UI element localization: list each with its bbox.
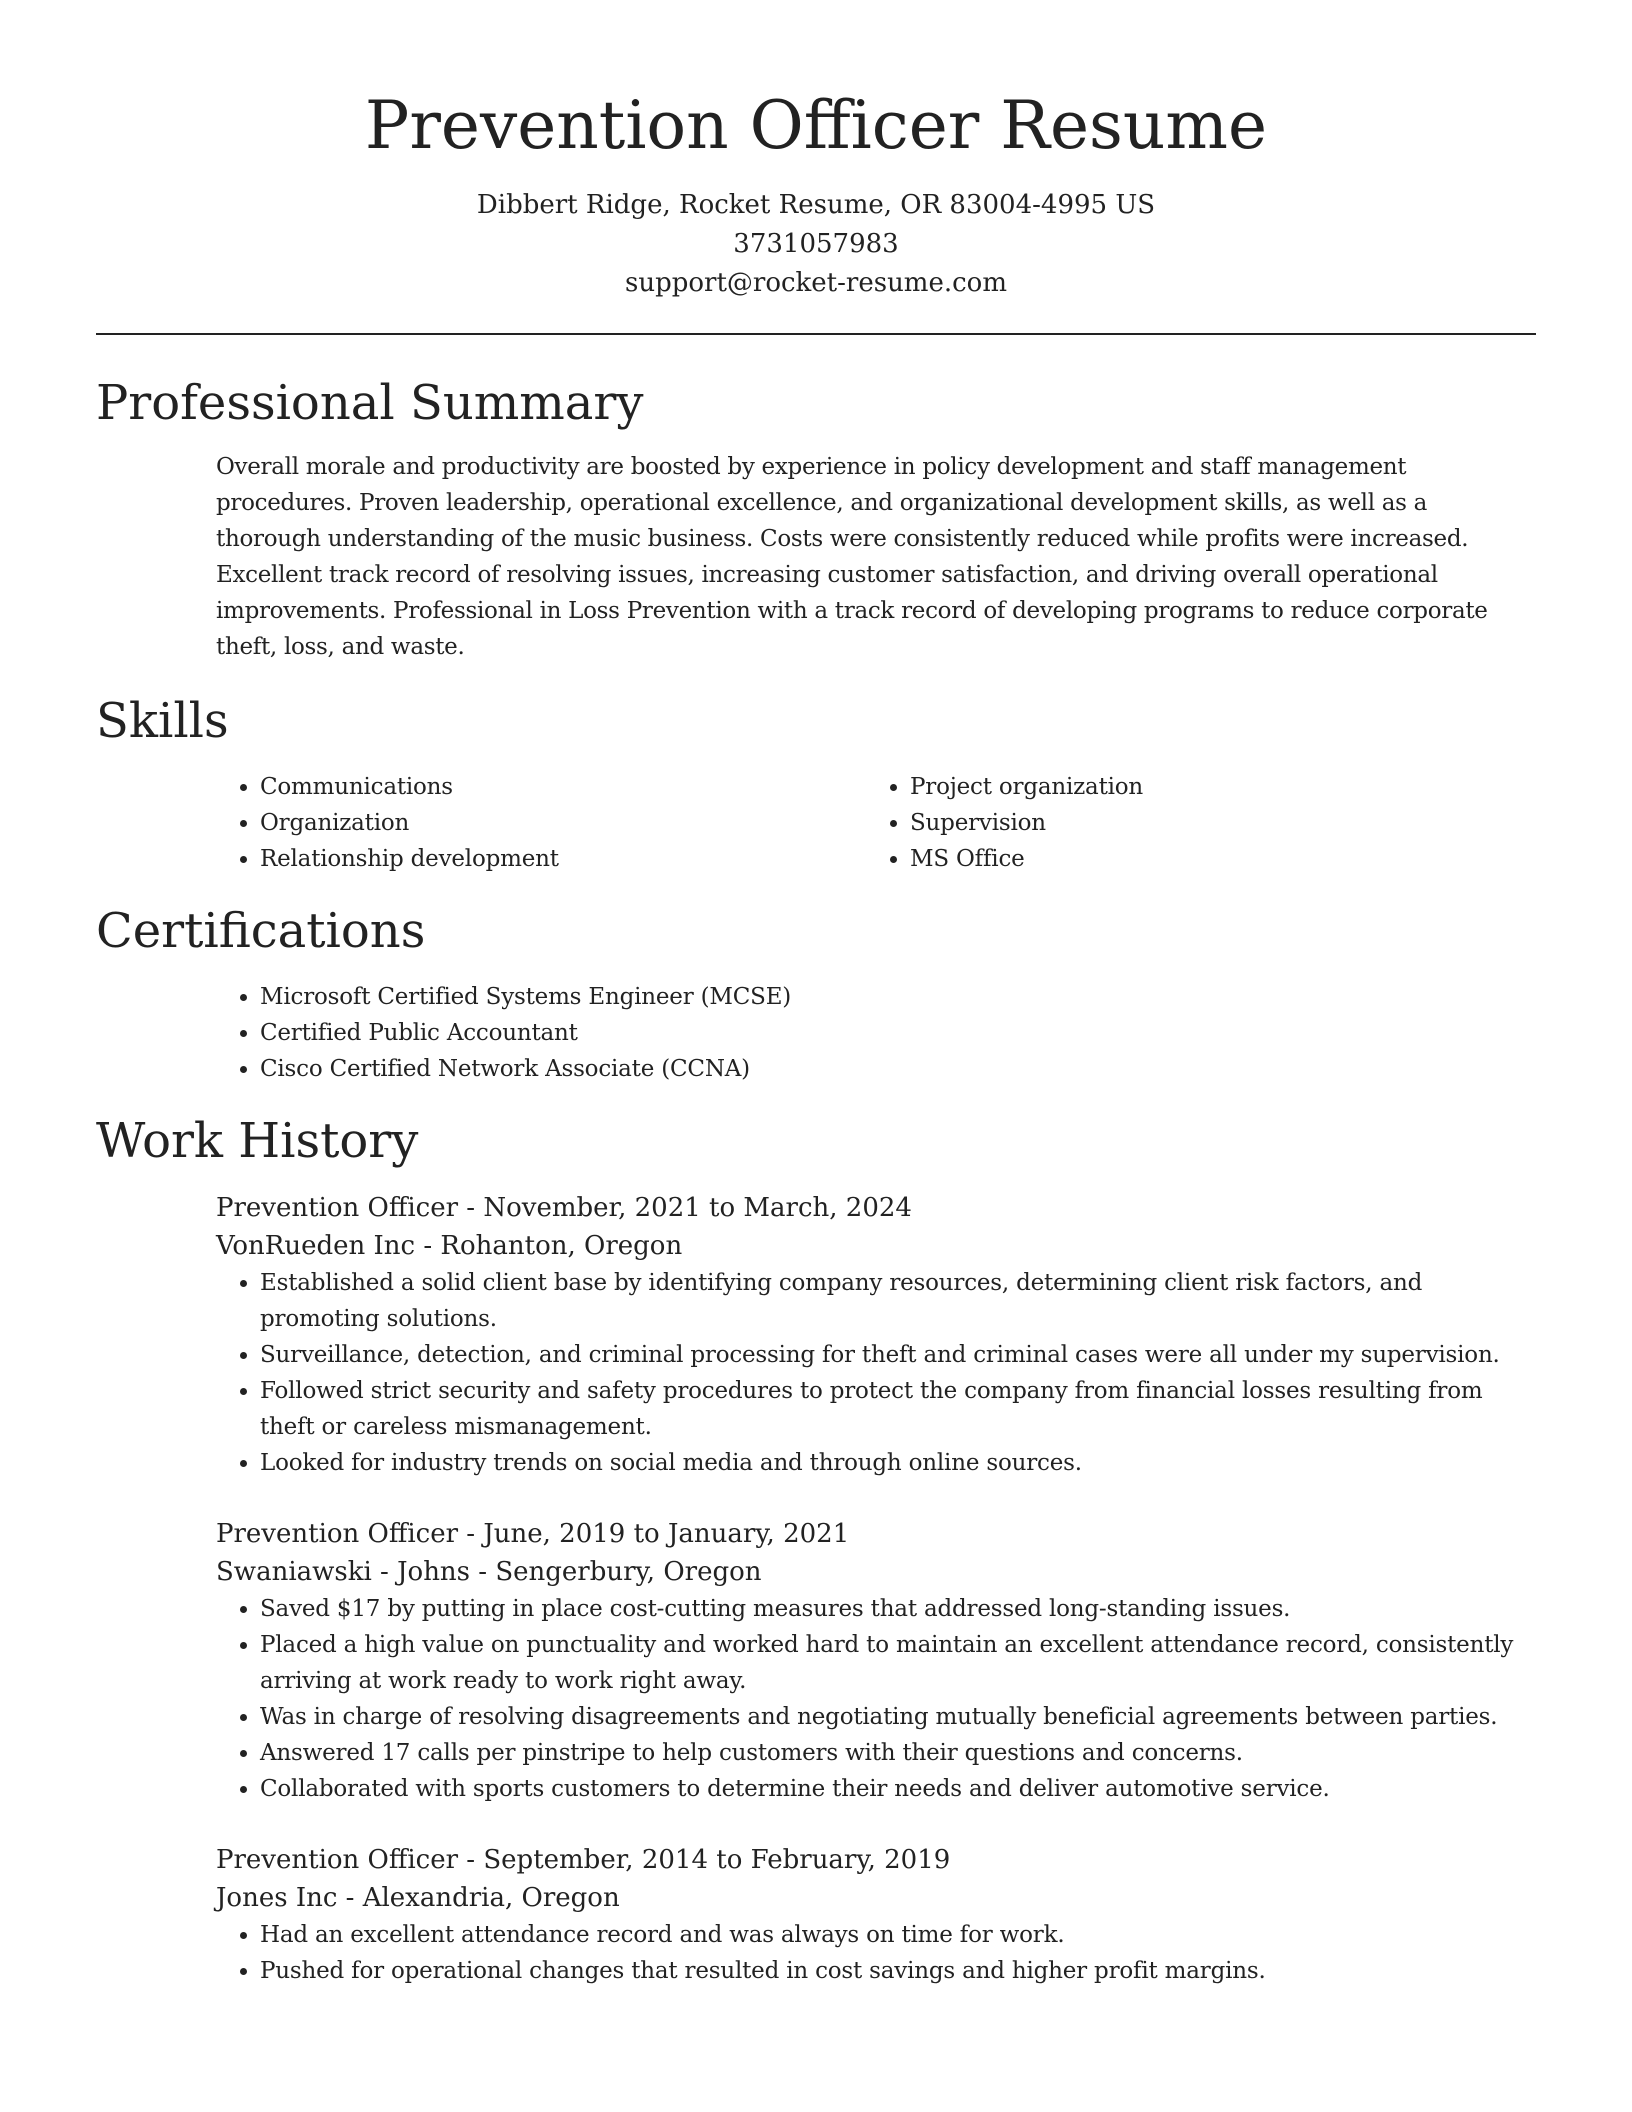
job-bullet: • Collaborated with sports customers to determine their needs and deliver automotive service.	[260, 1771, 1536, 1807]
work-history-heading: Work History	[96, 1113, 419, 1169]
job-bullet: • Had an excellent attendance record and was always on time for work.	[260, 1917, 1536, 1953]
skill-item: • Project organization	[910, 769, 1516, 805]
job-bullet: • Placed a high value on punctuality and worked hard to maintain an excellent attendance record, consistently arriving at work ready to work right away.	[260, 1627, 1536, 1699]
job-company-line: Jones Inc - Alexandria, Oregon	[216, 1883, 620, 1913]
job-bullet: • Followed strict security and safety procedures to protect the company from financial losses resulting from theft or careless mismanagement.	[260, 1373, 1536, 1445]
resume-title: Prevention Officer Resume	[364, 87, 1268, 164]
job-title-line: Prevention Officer - November, 2021 to March, 2024	[216, 1193, 912, 1223]
job-bullet: • Saved $17 by putting in place cost-cutting measures that addressed long-standing issues.	[260, 1591, 1536, 1627]
job-title-line: Prevention Officer - September, 2014 to February, 2019	[216, 1845, 951, 1875]
certification-item: • Microsoft Certified Systems Engineer (MCSE)	[260, 979, 1536, 1015]
contact-email: support@rocket-resume.com	[624, 268, 1007, 298]
job-bullet: • Surveillance, detection, and criminal processing for theft and criminal cases were all under my supervision.	[260, 1337, 1536, 1373]
job-bullet: • Was in charge of resolving disagreements and negotiating mutually beneficial agreements between parties.	[260, 1699, 1536, 1735]
skills-column-right	[866, 769, 1516, 877]
summary-text: Overall morale and productivity are boosted by experience in policy development and staff management procedures. Proven leadership, operational excellence, and organizational development skills, as well as a thorough understanding of the music business. Costs were consistently reduced while profits were increased. Excellent track record of resolving issues, increasing customer satisfaction, and driving overall operational improvements. Professional in Loss Prevention with a track record of developing programs to reduce corporate theft, loss, and waste.	[216, 454, 1488, 660]
resume-header	[96, 0, 1536, 303]
skills-grid	[216, 769, 1536, 877]
skills-column-left	[216, 769, 866, 877]
skills-heading: Skills	[96, 693, 229, 749]
contact-info	[96, 186, 1536, 303]
header-divider	[96, 333, 1536, 335]
certification-item: • Certified Public Accountant	[260, 1015, 1536, 1051]
summary-heading: Professional Summary	[96, 375, 644, 431]
job-entry	[216, 1189, 1536, 1481]
contact-address: Dibbert Ridge, Rocket Resume, OR 83004-4995 US	[476, 190, 1156, 220]
certifications-list	[216, 979, 1536, 1087]
skills-list-right	[866, 769, 1516, 877]
job-bullet-list	[216, 1917, 1536, 1989]
job-bullet: • Answered 17 calls per pinstripe to help customers with their questions and concerns.	[260, 1735, 1536, 1771]
skill-item: • Supervision	[910, 805, 1516, 841]
job-bullet: • Pushed for operational changes that resulted in cost savings and higher profit margins.	[260, 1953, 1536, 1989]
skills-list-left	[216, 769, 866, 877]
job-entry	[216, 1841, 1536, 1989]
job-entry	[216, 1515, 1536, 1807]
job-bullet: • Looked for industry trends on social media and through online sources.	[260, 1445, 1536, 1481]
job-bullet-list	[216, 1591, 1536, 1807]
contact-phone: 3731057983	[733, 229, 899, 259]
job-title-line: Prevention Officer - June, 2019 to January, 2021	[216, 1519, 850, 1549]
skill-item: • Organization	[260, 805, 866, 841]
skill-item: • MS Office	[910, 841, 1516, 877]
resume-page	[96, 0, 1536, 2112]
job-company-line: Swaniawski - Johns - Sengerbury, Oregon	[216, 1557, 762, 1587]
certifications-heading: Certifications	[96, 903, 426, 959]
job-company-line: VonRueden Inc - Rohanton, Oregon	[216, 1231, 683, 1261]
job-bullet: • Established a solid client base by identifying company resources, determining client risk factors, and promoting solutions.	[260, 1265, 1536, 1337]
certification-item: • Cisco Certified Network Associate (CCNA)	[260, 1051, 1536, 1087]
skill-item: • Communications	[260, 769, 866, 805]
certifications-block	[216, 979, 1536, 1087]
job-bullet-list	[216, 1265, 1536, 1481]
skill-item: • Relationship development	[260, 841, 866, 877]
